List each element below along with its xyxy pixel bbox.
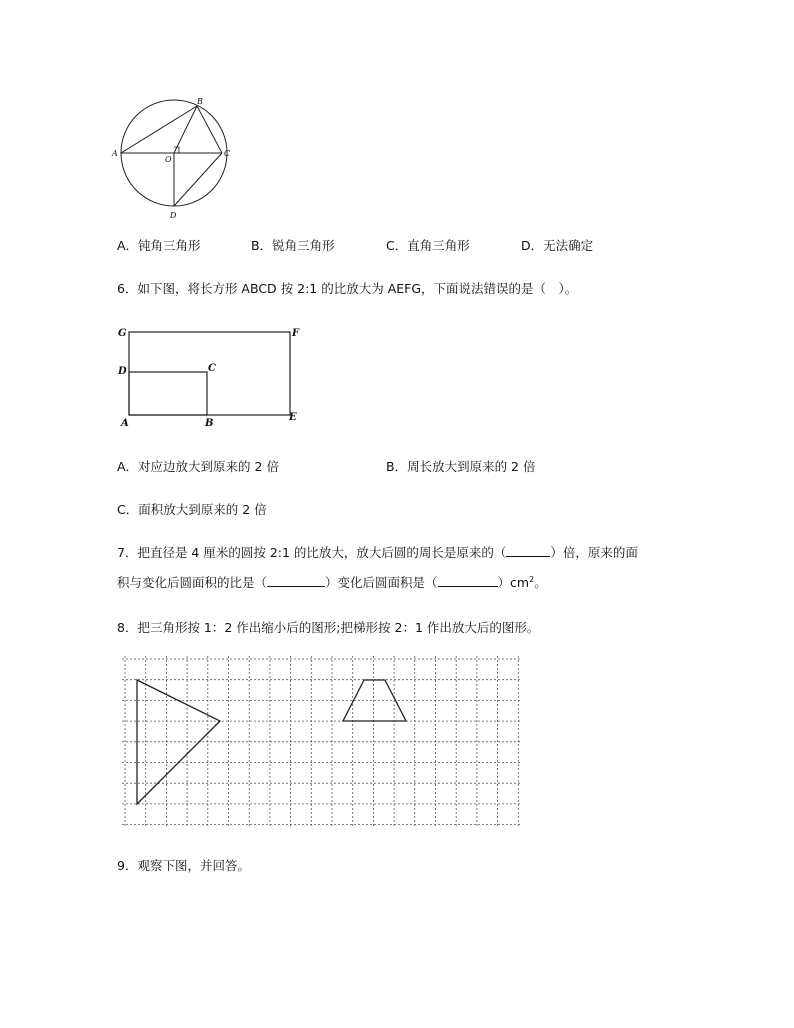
q7-blank-3[interactable] bbox=[438, 574, 498, 587]
q5-line-DC bbox=[174, 153, 222, 206]
q7-blank-1[interactable] bbox=[506, 544, 550, 557]
q5-label-C: C bbox=[224, 149, 231, 158]
q6-rect-ABCD bbox=[129, 372, 207, 415]
q7-text-5: ）cm bbox=[497, 575, 530, 590]
q5-option-b: B．锐角三角形 bbox=[251, 238, 335, 253]
q6-label-G: G bbox=[118, 328, 127, 339]
q5-label-B: B bbox=[197, 97, 203, 106]
q5-option-a: A．钝角三角形 bbox=[117, 238, 201, 253]
q5-label-O: O bbox=[165, 155, 172, 164]
q6-label-A: A bbox=[121, 418, 129, 429]
q6-label-F: F bbox=[292, 328, 300, 339]
q7-line-2 bbox=[117, 573, 547, 591]
q6-option-c: C．面积放大到原来的 2 倍 bbox=[117, 502, 267, 517]
q6-rectangle-figure bbox=[115, 322, 315, 432]
q7-text-6: 。 bbox=[534, 575, 547, 590]
q8-grid-figure bbox=[122, 656, 532, 828]
q8-grid-lines bbox=[122, 656, 521, 828]
q9-stem: 9．观察下图，并回答。 bbox=[117, 858, 250, 873]
q7-text-4: ）变化后圆面积是（ bbox=[325, 575, 438, 590]
q5-option-d: D．无法确定 bbox=[521, 238, 594, 253]
q7-text-3: 积与变化后圆面积的比是（ bbox=[117, 575, 268, 590]
q6-label-E: E bbox=[289, 412, 297, 423]
q6-option-b: B．周长放大到原来的 2 倍 bbox=[386, 459, 536, 474]
q6-option-a: A．对应边放大到原来的 2 倍 bbox=[117, 459, 279, 474]
q7-blank-2[interactable] bbox=[267, 574, 325, 587]
q6-label-C: C bbox=[208, 363, 216, 374]
q5-label-D: D bbox=[170, 211, 177, 220]
q8-stem: 8．把三角形按 1：2 作出缩小后的图形;把梯形按 2：1 作出放大后的图形。 bbox=[117, 620, 540, 635]
q7-text-1: 7．把直径是 4 厘米的圆按 2:1 的比放大，放大后圆的周长是原来的（ bbox=[117, 545, 507, 560]
q5-circle-figure bbox=[112, 97, 235, 220]
q6-stem: 6．如下图，将长方形 ABCD 按 2:1 的比放大为 AEFG，下面说法错误的是（ ）。 bbox=[117, 281, 578, 296]
q5-label-A: A bbox=[112, 149, 118, 158]
q6-label-B: B bbox=[205, 418, 214, 429]
q6-label-D: D bbox=[118, 366, 127, 377]
q7-unit-superscript: 2 bbox=[529, 574, 535, 584]
q5-option-c: C．直角三角形 bbox=[386, 238, 470, 253]
q7-text-2: ）倍，原来的面 bbox=[550, 545, 638, 560]
q7-line-1 bbox=[117, 543, 638, 561]
